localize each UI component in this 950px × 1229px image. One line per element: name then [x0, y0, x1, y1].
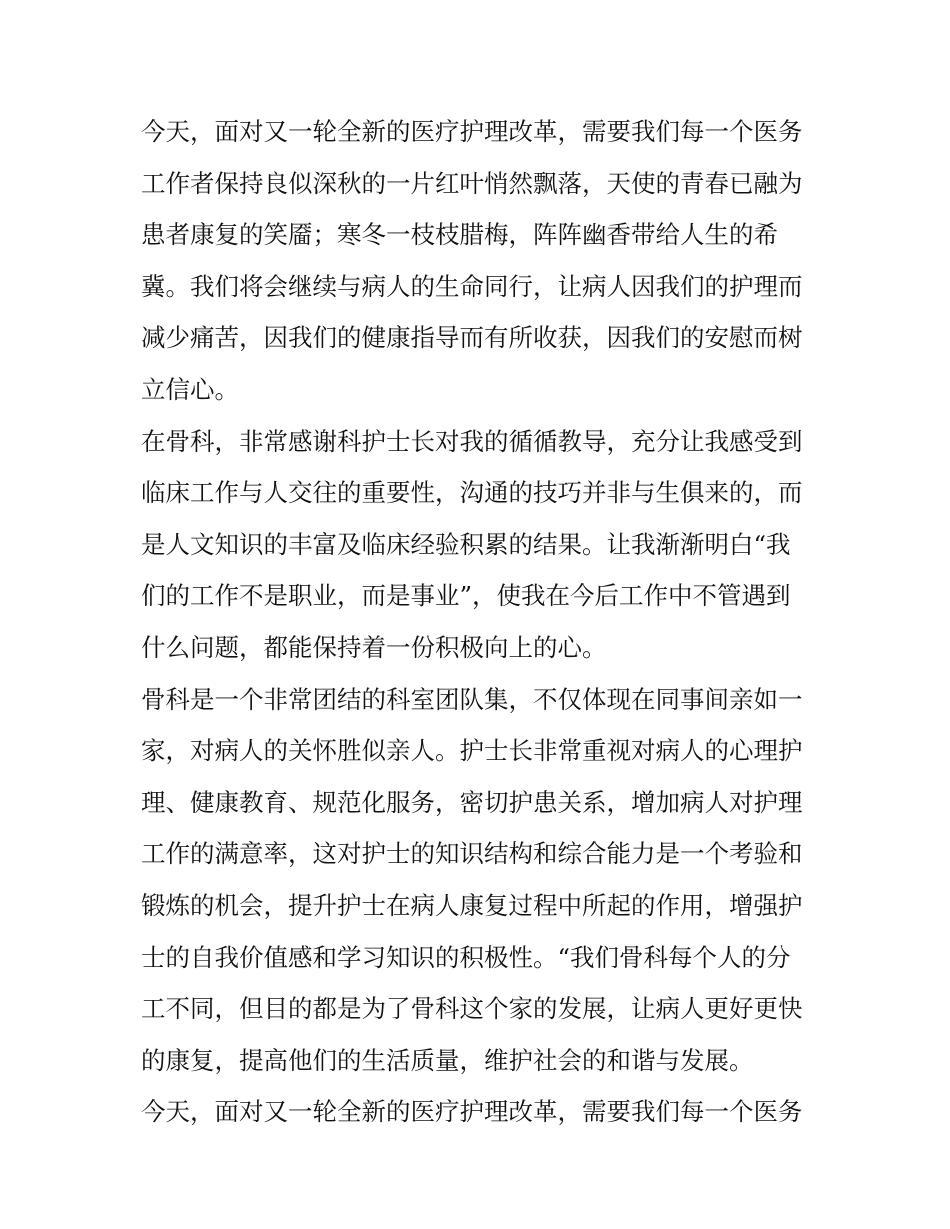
text-line: 的康复，提高他们的生活质量，维护社会的和谐与发展。 — [141, 1045, 754, 1075]
paragraph-1 — [141, 106, 811, 416]
paragraph-2 — [141, 416, 811, 674]
text-line: 立信心。 — [141, 374, 239, 404]
text-line: 士的自我价值感和学习知识的积极性。“我们骨科每个人的分 — [141, 942, 791, 972]
text-line: 理、健康教育、规范化服务，密切护患关系，增加病人对护理 — [141, 787, 803, 817]
text-line: 什么问题，都能保持着一份积极向上的心。 — [141, 632, 607, 662]
text-line: 患者康复的笑靥；寒冬一枝枝腊梅，阵阵幽香带给人生的希 — [141, 220, 778, 250]
text-line: 锻炼的机会，提升护士在病人康复过程中所起的作用，增强护 — [141, 890, 803, 920]
text-line: 减少痛苦，因我们的健康指导而有所收获，因我们的安慰而树 — [141, 323, 803, 353]
text-line: 骨科是一个非常团结的科室团队集，不仅体现在同事间亲如一 — [141, 684, 803, 714]
text-line: 是人文知识的丰富及临床经验积累的结果。让我渐渐明白“我 — [141, 529, 791, 559]
text-line: 冀。我们将会继续与病人的生命同行，让病人因我们的护理而 — [141, 271, 803, 301]
text-line: 家，对病人的关怀胜似亲人。护士长非常重视对病人的心理护 — [141, 736, 803, 766]
text-line: 在骨科，非常感谢科护士长对我的循循教导，充分让我感受到 — [141, 426, 803, 456]
text-line: 今天，面对又一轮全新的医疗护理改革，需要我们每一个医务 — [141, 1097, 803, 1127]
paragraph-3 — [141, 674, 811, 1087]
text-line: 工作者保持良似深秋的一片红叶悄然飘落，天使的青春已融为 — [141, 168, 803, 198]
text-line: 临床工作与人交往的重要性，沟通的技巧并非与生俱来的，而 — [141, 478, 803, 508]
paragraph-4 — [141, 1086, 811, 1138]
text-line: 工不同，但目的都是为了骨科这个家的发展，让病人更好更快 — [141, 994, 803, 1024]
text-line: 工作的满意率，这对护士的知识结构和综合能力是一个考验和 — [141, 839, 803, 869]
text-line: 们的工作不是职业，而是事业”，使我在今后工作中不管遇到 — [141, 581, 791, 611]
document-body — [141, 106, 811, 1138]
text-line: 今天，面对又一轮全新的医疗护理改革，需要我们每一个医务 — [141, 117, 803, 146]
